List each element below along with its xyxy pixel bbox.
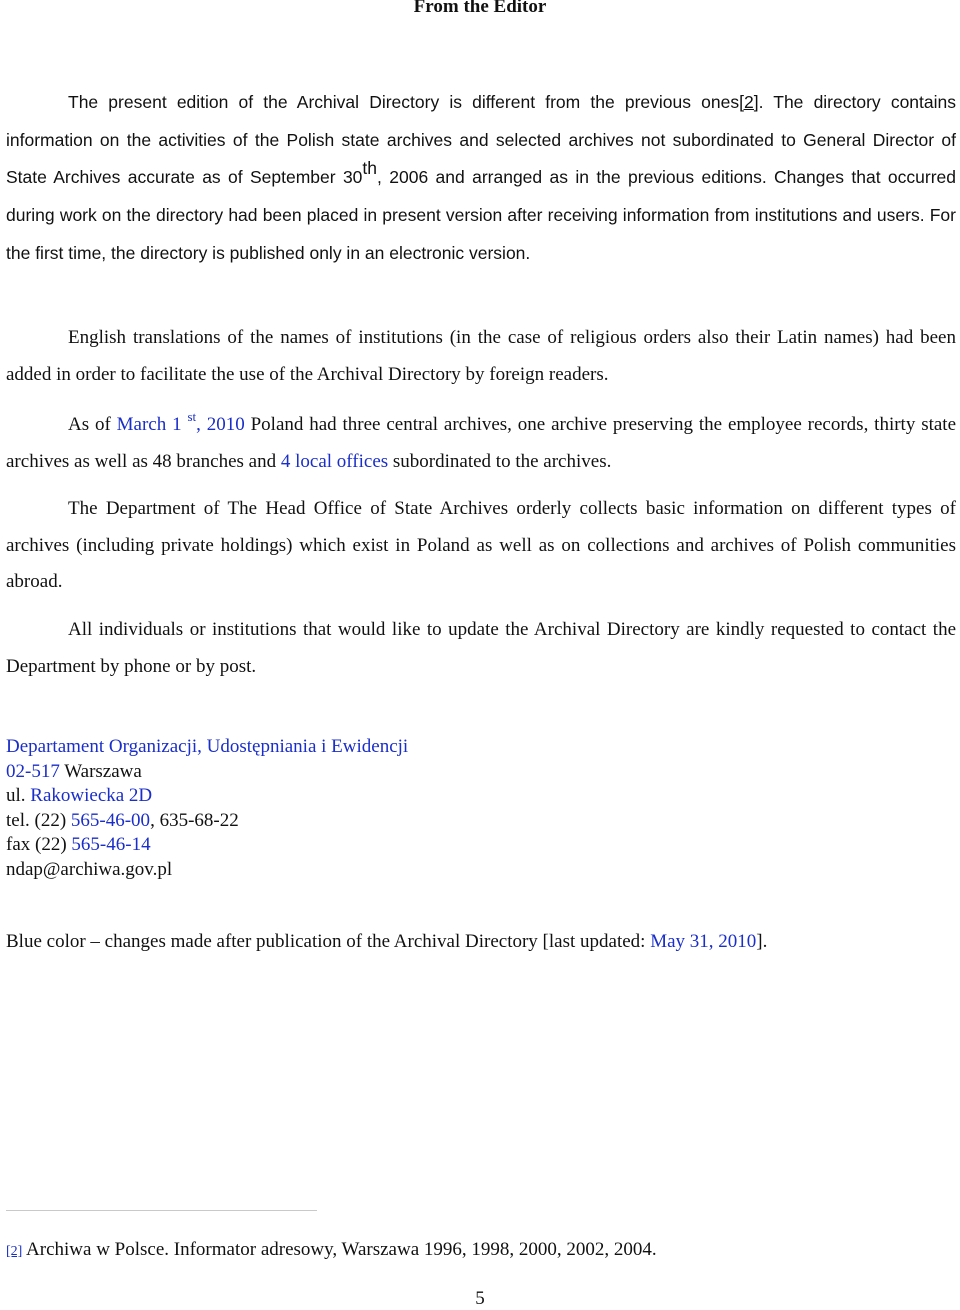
footnote-separator: [6, 1210, 317, 1211]
address-fax-line: [6, 833, 706, 858]
address-street-line: [6, 784, 706, 809]
legend-text: Blue color – changes made after publication of the Archival Directory [last updated:: [6, 931, 651, 952]
tel-main: 565-46-00: [70, 809, 151, 831]
color-legend: [6, 929, 956, 955]
page-number: 5: [475, 1288, 485, 1309]
footnote-ref-link[interactable]: [2]: [739, 92, 759, 112]
address-city-line: [6, 760, 706, 785]
updated-date-superscript: st: [187, 409, 197, 424]
archives-text-2: Poland had three central archives, one archive preserving the employee records, thirty state archives as well as 48 branches and: [6, 414, 957, 472]
legend-date: May 31, 2010: [650, 931, 757, 952]
intro-text-1: The present edition of the Archival Directory is different from the previous ones: [68, 92, 740, 112]
postcode: 02-517: [6, 760, 60, 782]
paragraph-translations: English translations of the names of institutions (in the case of religious orders also their Latin names) had been added in order to facilitate the use of the Archival Directory by foreign readers.: [6, 327, 956, 385]
archives-text-1: As of: [68, 414, 117, 435]
footnote: [6, 1237, 956, 1265]
paragraph-contact: All individuals or institutions that would like to update the Archival Directory are kindly requested to contact the Department by phone or by post.: [6, 619, 956, 677]
department-name: Departament Organizacji, Udostępniania i Ewidencji: [6, 736, 409, 757]
updated-local-offices: 4 local offices: [280, 450, 389, 472]
legend-end: ].: [756, 931, 768, 952]
footnote-mark-link[interactable]: [2]: [6, 1244, 23, 1259]
street-prefix: ul.: [6, 785, 31, 807]
updated-date-a: March 1: [116, 414, 182, 435]
contact-address: [6, 735, 706, 883]
paragraph-department: The Department of The Head Office of State Archives orderly collects basic information on different types of archives (including private holdings) which exist in Poland as well as on collections and archives of Polish communities abroad.: [6, 498, 956, 593]
fax-number: 565-46-14: [71, 834, 151, 856]
street: Rakowiecka 2D: [30, 785, 153, 807]
city: Warszawa: [59, 760, 142, 782]
email-address: ndap@archiwa.gov.pl: [6, 858, 173, 880]
intro-text-4: Changes that occurred during work on the directory had been placed in present version after receiving information from institutions and users. For the first time, the directory is published only in an electronic version.: [6, 167, 956, 263]
intro-superscript: th: [362, 158, 378, 179]
intro-text-2: . The directory contains information on the activities of the Polish state archives and selected archives not subordinated to General Director of State Archives accurate as of September 30: [6, 92, 956, 188]
address-tel-line: [6, 809, 706, 834]
page-title: From the Editor: [413, 0, 547, 17]
paragraph-intro: [6, 84, 956, 273]
tel-prefix: tel. (22): [6, 809, 71, 831]
footnote-text: Archiwa w Polsce. Informator adresowy, Warszawa 1996, 1998, 2000, 2002, 2004.: [22, 1239, 657, 1260]
updated-date-b: , 2010: [196, 414, 245, 435]
intro-text-3: , 2006 and arranged as in the previous editions.: [377, 167, 767, 188]
tel-rest: , 635-68-22: [150, 809, 239, 831]
paragraph-archives-count: [6, 407, 956, 480]
fax-prefix: fax (22): [6, 834, 72, 856]
archives-text-3: subordinated to the archives.: [388, 450, 612, 472]
